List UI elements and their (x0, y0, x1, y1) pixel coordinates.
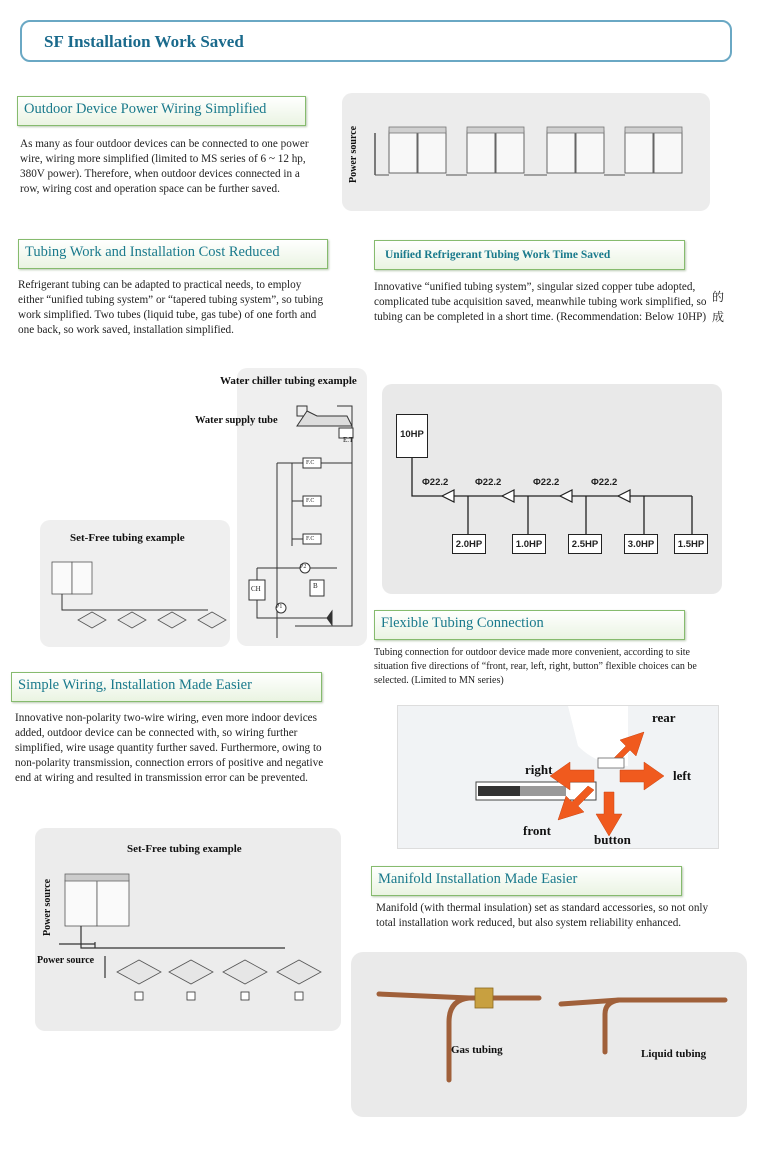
water-chiller-label: Water chiller tubing example (220, 375, 357, 387)
direction-right: right (525, 762, 553, 777)
unit-4: 3.0HP (624, 534, 658, 554)
direction-left: left (673, 768, 692, 783)
heading-tubing-cost: Tubing Work and Installation Cost Reduced (18, 239, 328, 269)
liquid-tubing-label: Liquid tubing (641, 1048, 707, 1060)
text-unified-tubing: Innovative “unified tubing system”, singular sized copper tube adopted, complicated tube acquisition saved, meanwhile tubing work simplified, so tubing can be completed in a short time. (Recommendation: Below 10HP) (374, 281, 707, 323)
direction-front: front (523, 823, 551, 838)
heading-flexible: Flexible Tubing Connection (374, 610, 685, 640)
power-source-vertical: Power source (42, 878, 53, 936)
flexible-arrows (398, 706, 718, 848)
b-label: B (313, 582, 318, 590)
unit-2: 1.0HP (512, 534, 546, 554)
direction-rear: rear (652, 710, 676, 725)
manifold-panel (351, 952, 747, 1117)
unit-1: 2.0HP (452, 534, 486, 554)
heading-unified-tubing: Unified Refrigerant Tubing Work Time Saved (374, 240, 685, 270)
page-title-box (20, 20, 732, 62)
ch-label: CH (251, 585, 261, 593)
setfree-large-panel (35, 828, 341, 1031)
tubing-diagram-lines (382, 384, 722, 594)
unit-3: 2.5HP (568, 534, 602, 554)
heading-simple-wiring: Simple Wiring, Installation Made Easier (11, 672, 322, 702)
setfree-small-label: Set-Free tubing example (70, 532, 185, 544)
setfree-large-diagram (35, 828, 341, 1031)
p1-label: P1 (276, 604, 283, 610)
text-manifold: Manifold (with thermal insulation) set as standard accessories, so not only total installation work reduced, but also system reliability enhanced. (376, 902, 709, 929)
pipe-label-2: Φ22.2 (475, 477, 502, 488)
text-flexible: Tubing connection for outdoor device made more convenient, according to site situation five directions of “front, rear, left, right, button” flexible choices can be selected. (Limited to MN series) (374, 647, 697, 686)
water-chiller-panel (237, 368, 367, 646)
fc-label-1: F.C (306, 460, 315, 466)
unit-main: 10HP (396, 414, 428, 458)
heading-outdoor-wiring: Outdoor Device Power Wiring Simplified (17, 96, 306, 126)
text-tubing-cost: Refrigerant tubing can be adapted to practical needs, to employ either “unified tubing system” or “tapered tubing system”, so tubing work simplified. Two tubes (liquid tube, gas tube) of one forth and one back, so work saved, installation simplified. (18, 279, 324, 336)
gas-tubing-label: Gas tubing (451, 1044, 503, 1056)
outdoor-units-illustration (342, 93, 710, 211)
setfree-large-label: Set-Free tubing example (127, 843, 242, 855)
figure-outdoor-units (342, 93, 710, 211)
text-outdoor-wiring: As many as four outdoor devices can be connected to one power wire, wiring more simplified (limited to MS series of 6 ~ 12 hp, 380V power). Therefore, when outdoor devices connected in a row, wiring cost and operation space can be further saved. (20, 138, 309, 195)
manifold-illustration (351, 952, 747, 1117)
heading-manifold: Manifold Installation Made Easier (371, 866, 682, 896)
pipe-label-1: Φ22.2 (422, 477, 449, 488)
power-source-horizontal: Power source (37, 955, 95, 966)
pipe-label-4: Φ22.2 (591, 477, 618, 488)
fc-label-2: F.C (306, 498, 315, 504)
pipe-label-3: Φ22.2 (533, 477, 560, 488)
unit-5: 1.5HP (674, 534, 708, 554)
page-title: SF Installation Work Saved (44, 32, 244, 51)
et-label: E.T (343, 436, 354, 444)
text-simple-wiring: Innovative non-polarity two-wire wiring, even more indoor devices added, outdoor device can be connected with, so wiring further simplified, wire usage quantity further saved. Furthermore, owing to non-polarity transmission, connection errors of positive and negative end at wiring and resulted in transmission error can be prevented. (15, 712, 324, 784)
setfree-small-panel (40, 520, 230, 647)
direction-button: button (594, 832, 631, 847)
stray-char-1: 的 (712, 290, 725, 304)
flexible-figure (397, 705, 719, 849)
power-source-label: Power source (348, 125, 359, 183)
water-chiller-diagram (237, 368, 367, 646)
fc-label-3: F.C (306, 536, 315, 542)
p2-label: P2 (300, 564, 307, 570)
stray-char-2: 成 (712, 310, 725, 324)
tubing-diagram-panel (382, 384, 722, 594)
water-supply-label: Water supply tube (195, 415, 278, 426)
